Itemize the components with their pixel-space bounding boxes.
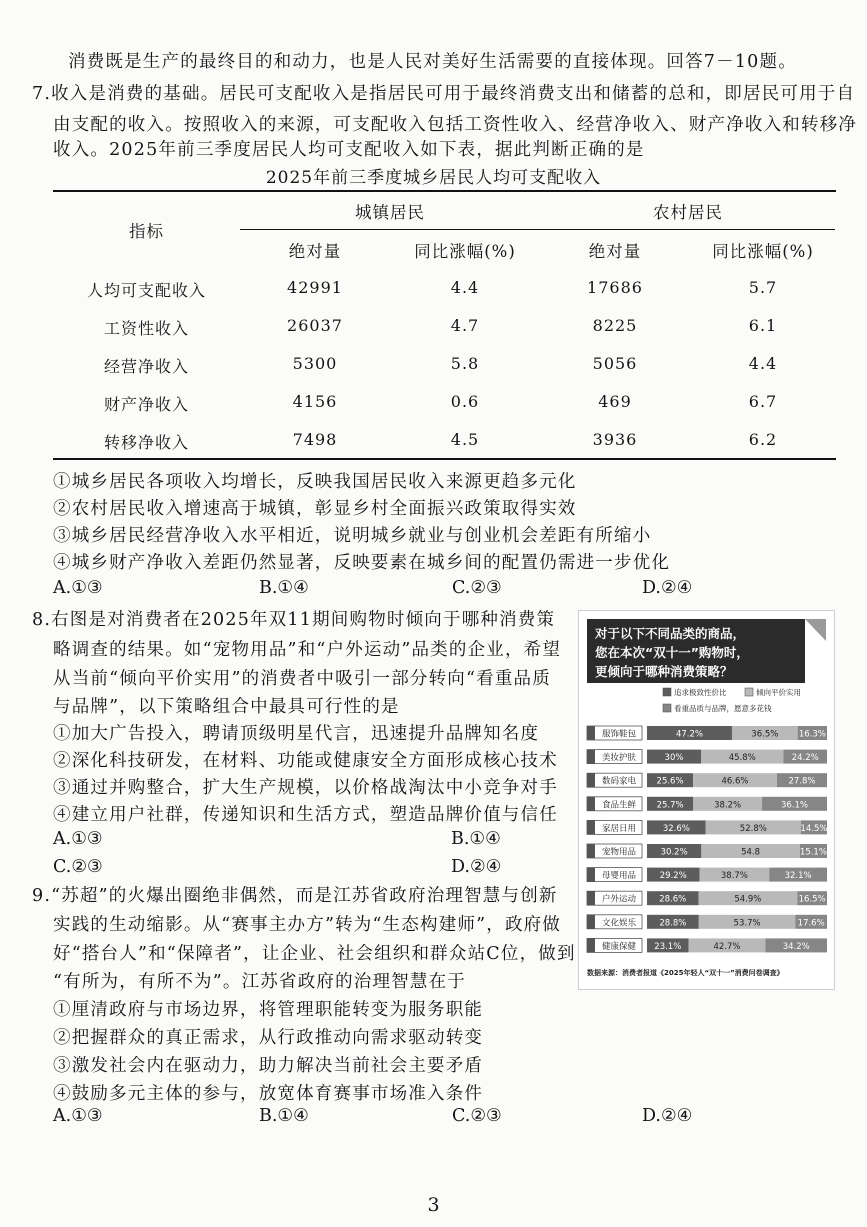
q8-option-b[interactable]: B.①④ — [451, 829, 501, 849]
header-urban-abs: 绝对量 — [288, 242, 342, 261]
header-urban: 城镇居民 — [355, 203, 425, 222]
q9-line-3: 好“搭台人”和“保障者”，让企业、社会组织和群众站C位，做到 — [53, 944, 576, 964]
data-label: 24.2% — [791, 753, 819, 764]
cell-rural-pct: 6.1 — [748, 316, 778, 335]
chart-source: 数据来源：消费者报道《2025年轻人“双十一”消费问卷调查》 — [587, 969, 784, 977]
data-label: 16.3% — [798, 729, 826, 740]
cell-urban-pct: 4.5 — [450, 430, 480, 449]
row-label: 工资性收入 — [103, 319, 189, 338]
row-label: 转移净收入 — [103, 433, 189, 452]
page-number: 3 — [427, 1194, 440, 1216]
category-label: 家居日用 — [601, 823, 637, 834]
data-label: 23.1% — [654, 941, 682, 952]
chart-title-line: 对于以下不同品类的商品， — [595, 626, 746, 641]
row-label: 人均可支配收入 — [86, 281, 206, 300]
q7-statement-3: ③城乡居民经营净收入水平相近，说明城乡就业与创业机会差距有所缩小 — [53, 526, 652, 546]
data-label: 15.1% — [799, 847, 827, 858]
cell-urban-abs: 4156 — [292, 392, 338, 411]
cell-rural-pct: 5.7 — [748, 278, 778, 297]
q9-statement-1: ①厘清政府与市场边界，将管理职能转变为服务职能 — [53, 1000, 484, 1020]
q8-statement-4: ④建立用户社群，传递知识和生活方式，塑造品牌价值与信任 — [53, 805, 558, 825]
q8-option-d[interactable]: D.②④ — [451, 857, 502, 877]
q8-option-a[interactable]: A.①③ — [53, 829, 103, 849]
q9-line-1: 9.“苏超”的火爆出圈绝非偶然，而是江苏省政府治理智慧与创新 — [32, 886, 558, 906]
data-label: 36.1% — [781, 800, 809, 811]
table-header-rule — [240, 229, 835, 230]
q7-statement-1: ①城乡居民各项收入均增长，反映我国居民收入来源更趋多元化 — [53, 472, 577, 492]
header-rural-pct: 同比涨幅(%) — [712, 242, 814, 261]
cell-urban-pct: 4.4 — [450, 278, 480, 297]
category-tag-mark — [587, 797, 595, 811]
cell-urban-abs: 42991 — [287, 278, 343, 297]
data-label: 28.6% — [659, 894, 687, 905]
q7-statement-2: ②农村居民收入增速高于城镇，彰显乡村全面振兴政策取得实效 — [53, 499, 577, 519]
header-urban-pct: 同比涨幅(%) — [414, 242, 516, 261]
chart-svg — [579, 611, 834, 989]
cell-rural-abs: 3936 — [592, 430, 638, 449]
category-label: 美妆护肤 — [601, 753, 637, 764]
q8-option-c[interactable]: C.②③ — [53, 857, 103, 877]
data-label: 42.7% — [713, 941, 741, 952]
table-title: 2025年前三季度城乡居民人均可支配收入 — [265, 168, 602, 188]
cell-rural-abs: 5056 — [592, 354, 638, 373]
q9-option-a[interactable]: A.①③ — [53, 1106, 103, 1126]
data-label: 32.1% — [784, 871, 812, 882]
cell-urban-pct: 0.6 — [450, 392, 480, 411]
data-label: 47.2% — [675, 729, 703, 740]
row-label: 财产净收入 — [103, 395, 189, 414]
q7-line-1: 7.收入是消费的基础。居民可支配收入是指居民可用于最终消费支出和储蓄的总和，即居民可用于自 — [32, 84, 856, 104]
cell-rural-pct: 6.2 — [748, 430, 778, 449]
data-label: 34.2% — [782, 941, 810, 952]
cell-rural-abs: 469 — [598, 392, 632, 411]
q8-statement-1: ①加大广告投入，聘请顶级明星代言，迅速提升品牌知名度 — [53, 724, 540, 744]
category-tag-mark — [587, 750, 595, 764]
category-tag-mark — [587, 844, 595, 858]
category-label: 健康保健 — [601, 941, 637, 952]
data-label: 30.2% — [660, 847, 688, 858]
q9-statement-2: ②把握群众的真正需求，从行政推动向需求驱动转变 — [53, 1028, 484, 1048]
data-label: 54.8 — [741, 847, 761, 858]
consumer-strategy-chart — [578, 610, 835, 990]
q9-line-2: 实践的生动缩影。从“赛事主办方”转为“生态构建师”，政府做 — [53, 915, 562, 935]
q9-option-c[interactable]: C.②③ — [452, 1106, 502, 1126]
data-label: 16.5% — [798, 894, 826, 905]
q8-line-4: 与品牌”，以下策略组合中最具可行性的是 — [53, 697, 400, 717]
data-label: 36.5% — [751, 729, 779, 740]
legend-swatch — [663, 704, 671, 712]
q8-statement-3: ③通过并购整合，扩大生产规模，以价格战淘汰中小竞争对手 — [53, 778, 558, 798]
category-tag-mark — [587, 915, 595, 929]
chart-title-corner — [805, 619, 826, 641]
category-label: 数码家电 — [601, 776, 637, 787]
category-tag-mark — [587, 868, 595, 882]
category-tag-mark — [587, 891, 595, 905]
chart-title-line: 更倾向于哪种消费策略？ — [595, 664, 733, 679]
header-indicator: 指标 — [129, 222, 164, 241]
q7-option-a[interactable]: A.①③ — [53, 578, 103, 598]
data-label: 54.9% — [734, 894, 762, 905]
q9-option-d[interactable]: D.②④ — [642, 1106, 693, 1126]
header-rural-abs: 绝对量 — [588, 242, 642, 261]
category-tag-mark — [587, 820, 595, 834]
data-label: 32.6% — [662, 823, 690, 834]
legend-label: 倾向平价实用 — [756, 688, 801, 697]
data-label: 46.6% — [721, 776, 749, 787]
cell-rural-abs: 8225 — [592, 316, 638, 335]
q8-line-2: 略调查的结果。如“宠物用品”和“户外运动”品类的企业，希望 — [53, 640, 562, 660]
q9-line-4: “有所为，有所不为”。江苏省政府的治理智慧在于 — [53, 972, 466, 992]
q8-statement-2: ②深化科技研发，在材料、功能或健康安全方面形成核心技术 — [53, 751, 558, 771]
q9-statement-3: ③激发社会内在驱动力，助力解决当前社会主要矛盾 — [53, 1056, 484, 1076]
data-label: 38.7% — [720, 871, 748, 882]
cell-rural-pct: 6.7 — [748, 392, 778, 411]
cell-urban-pct: 5.8 — [450, 354, 480, 373]
q7-line-2: 由支配的收入。按照收入的来源，可支配收入包括工资性收入、经营净收入、财产净收入和转移净 — [53, 115, 858, 135]
chart-title-line: 您在本次“双十一”购物时， — [595, 645, 749, 660]
data-label: 30% — [664, 753, 684, 764]
q9-statement-4: ④鼓励多元主体的参与，放宽体育赛事市场准入条件 — [53, 1084, 484, 1104]
category-label: 母婴用品 — [601, 871, 637, 882]
data-label: 14.5% — [800, 823, 828, 834]
legend-swatch — [663, 688, 671, 696]
category-label: 食品生鲜 — [601, 800, 637, 811]
data-label: 25.7% — [656, 800, 684, 811]
legend-label: 追求极致性价比 — [674, 688, 727, 697]
data-label: 25.6% — [656, 776, 684, 787]
data-label: 17.6% — [797, 918, 825, 929]
category-label: 户外运动 — [601, 894, 637, 905]
q7-option-c[interactable]: C.②③ — [452, 578, 502, 598]
data-label: 28.8% — [659, 918, 687, 929]
q9-option-b[interactable]: B.①④ — [259, 1106, 309, 1126]
q7-option-d[interactable]: D.②④ — [642, 578, 693, 598]
cell-urban-pct: 4.7 — [450, 316, 480, 335]
section-intro: 消费既是生产的最终目的和动力，也是人民对美好生活需要的直接体现。回答7－10题。 — [68, 52, 797, 72]
data-label: 52.8% — [739, 823, 767, 834]
cell-rural-pct: 4.4 — [748, 354, 778, 373]
q8-line-3: 从当前“倾向平价实用”的消费者中吸引一部分转向“看重品质 — [53, 669, 551, 689]
q7-line-3: 收入。2025年前三季度居民人均可支配收入如下表，据此判断正确的是 — [53, 140, 645, 160]
category-label: 服饰鞋包 — [601, 729, 637, 740]
q7-option-b[interactable]: B.①④ — [259, 578, 309, 598]
q8-line-1: 8.右图是对消费者在2025年双11期间购物时倾向于哪种消费策 — [32, 610, 556, 630]
table-bottom-rule — [53, 458, 836, 460]
cell-urban-abs: 5300 — [292, 354, 338, 373]
table-top-rule — [53, 190, 836, 192]
cell-urban-abs: 26037 — [287, 316, 343, 335]
data-label: 53.7% — [733, 918, 761, 929]
category-tag-mark — [587, 773, 595, 787]
category-label: 宠物用品 — [601, 847, 637, 858]
data-label: 38.2% — [714, 800, 742, 811]
cell-rural-abs: 17686 — [587, 278, 643, 297]
header-rural: 农村居民 — [653, 203, 723, 222]
cell-urban-abs: 7498 — [292, 430, 338, 449]
legend-label: 看重品质与品牌，愿意多花钱 — [674, 704, 772, 713]
legend-swatch — [745, 688, 753, 696]
category-tag-mark — [587, 726, 595, 740]
row-label: 经营净收入 — [103, 357, 189, 376]
category-tag-mark — [587, 938, 595, 952]
data-label: 45.8% — [728, 753, 756, 764]
data-label: 29.2% — [659, 871, 687, 882]
q7-statement-4: ④城乡财产净收入差距仍然显著，反映要素在城乡间的配置仍需进一步优化 — [53, 553, 671, 573]
category-label: 文化娱乐 — [601, 918, 637, 929]
data-label: 27.8% — [788, 776, 816, 787]
